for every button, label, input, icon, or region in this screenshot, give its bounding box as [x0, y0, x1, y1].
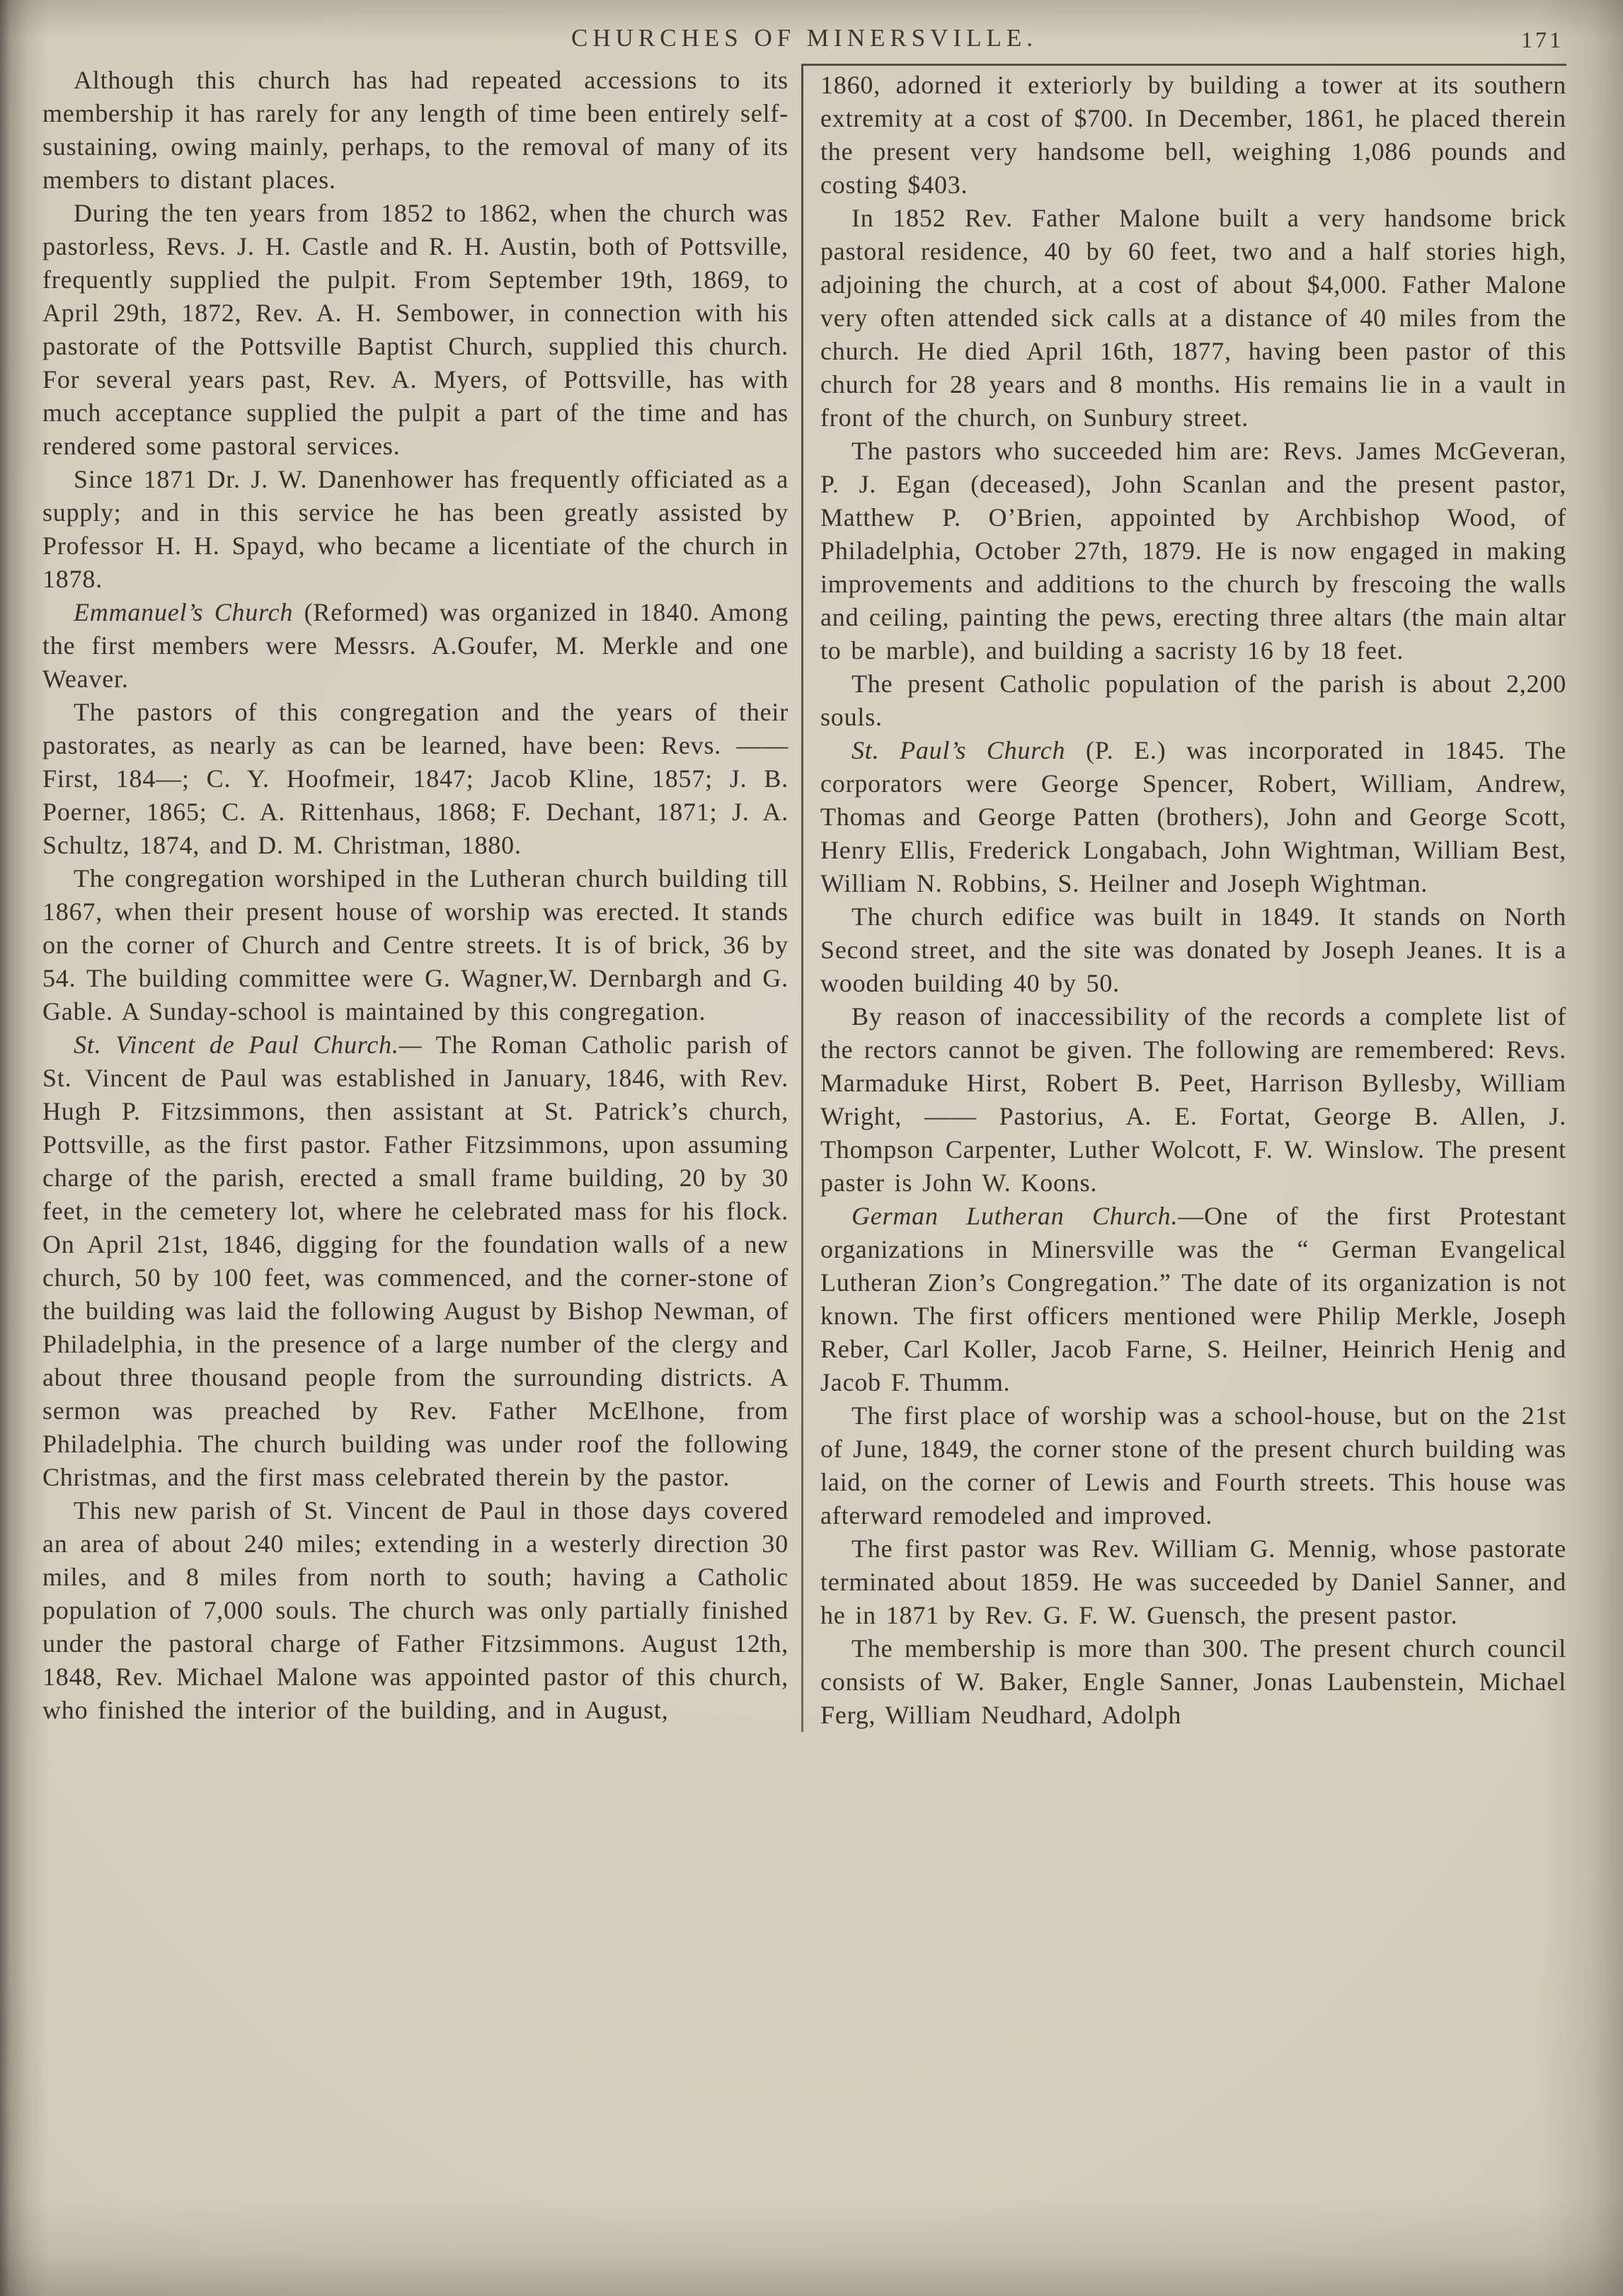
paragraph — [42, 1028, 788, 1494]
paragraph — [820, 900, 1566, 1000]
column-right — [803, 64, 1566, 1732]
page-title: CHURCHES OF MINERSVILLE. — [570, 24, 1038, 52]
paragraph — [42, 197, 788, 463]
paragraph — [820, 69, 1566, 202]
paragraph — [42, 596, 788, 696]
paragraph-text: (P. E.) was incorporated in 1845. The corporators were George Spencer, Robert, William, Andrew, Thomas and George Patten (brothers), John and George Scott, Henry Ellis, Frederick Longabach, John Wightman, William Best, William N. Robbins, S. Heilner and Joseph Wightman. — [820, 736, 1566, 897]
paragraph-text: The Roman Catholic parish of St. Vincent de Paul was established in January, 1846, with Rev. Hugh P. Fitzsimmons, then assistant at St. Patrick’s church, Pottsville, as the first pastor. Father Fitzsimmons, upon assuming charge of the parish, erected a small frame building, 20 by 30 feet, in the cemetery lot, where he celebrated mass for his flock. On April 21st, 1846, digging for the foundation walls of a new church, 50 by 100 feet, was commenced, and the corner-stone of the building was laid the following August by Bishop Newman, of Philadelphia, in the presence of a large number of the clergy and about three thousand people from the surrounding districts. A sermon was preached by Rev. Father McElhone, from Philadelphia. The church building was under roof the following Christmas, and the first mass celebrated therein by the pastor. — [42, 1031, 789, 1491]
paragraph-text: Although this church has had repeated accessions to its membership it has rarely for any length of time been entirely self-sustaining, owing mainly, perhaps, to the removal of many of its members to distant places. — [42, 66, 788, 194]
paragraph-text: In 1852 Rev. Father Malone built a very handsome brick pastoral residence, 40 by 60 feet, two and a half stories high, adjoining the church, at a cost of about $4,000. Father Malone very often attended sick calls at a distance of 40 miles from the church. He died April 16th, 1877, having been pastor of this church for 28 years and 8 months. His remains lie in a vault in front of the church, on Sunbury street. — [820, 204, 1566, 432]
paragraph-text: (Reformed) was organized in 1840. Among the first members were Messrs. A.Goufer, M. Merkle and one Weaver. — [42, 598, 789, 693]
paragraph-text: This new parish of St. Vincent de Paul in those days covered an area of about 240 miles; extending in a westerly direction 30 miles, and 8 miles from north to south; having a Catholic population of 7,000 souls. The church was only partially finished under the pastoral charge of Father Fitzsimmons. August 12th, 1848, Rev. Michael Malone was appointed pastor of this church, who finished the interior of the building, and in August, — [42, 1496, 788, 1724]
paragraph-text: The membership is more than 300. The present church council consists of W. Baker, Engle Sanner, Jonas Laubenstein, Michael Ferg, William Neudhard, Adolph — [820, 1634, 1566, 1729]
paragraph — [42, 862, 788, 1028]
paragraph — [820, 1399, 1566, 1532]
running-head — [42, 18, 1566, 55]
paragraph-text: By reason of inaccessibility of the records a complete list of the rectors cannot be given. The following are remembered: Revs. Marmaduke Hirst, Robert B. Peet, Harrison Byllesby, William Wright, —— Pastorius, A. E. Fortat, George B. Allen, J. Thompson Carpenter, Luther Wolcott, F. W. Winslow. The present paster is John W. Koons. — [820, 1002, 1566, 1197]
paragraph-text: The congregation worshiped in the Lutheran church building till 1867, when their present house of worship was erected. It stands on the corner of Church and Centre streets. It is of brick, 36 by 54. The building committee were G. Wagner,W. Dernbargh and G. Gable. A Sunday-school is maintained by this congregation. — [42, 864, 788, 1026]
text-columns — [42, 64, 1566, 1732]
paragraph — [820, 734, 1566, 900]
paragraph-text: The pastors who succeeded him are: Revs. James McGeveran, P. J. Egan (deceased), John Scanlan and the present pastor, Matthew P. O’Brien, appointed by Archbishop Wood, of Philadelphia, October 27th, 1879. He is now engaged in making improvements and additions to the church by frescoing the walls and ceiling, painting the pews, erecting three altars (the main altar to be marble), and building a sacristy 16 by 18 feet. — [820, 437, 1566, 665]
paragraph-lead-italic: St. Paul’s Church — [851, 736, 1066, 764]
paragraph — [820, 667, 1566, 734]
paragraph — [820, 202, 1566, 435]
paragraph-text: Since 1871 Dr. J. W. Danenhower has frequently officiated as a supply; and in this service he has been greatly assisted by Professor H. H. Spayd, who became a licentiate of the church in 1878. — [42, 465, 788, 593]
paragraph — [820, 1200, 1566, 1399]
paragraph-text: 1860, adorned it exteriorly by building a tower at its southern extremity at a cost of $700. In December, 1861, he placed therein the present very handsome bell, weighing 1,086 pounds and costing $403. — [820, 71, 1566, 199]
paragraph-text: The present Catholic population of the parish is about 2,200 souls. — [820, 670, 1566, 731]
paragraph-text: The church edifice was built in 1849. It stands on North Second street, and the site was donated by Joseph Jeanes. It is a wooden building 40 by 50. — [820, 902, 1566, 997]
paragraph-lead-italic: St. Vincent de Paul Church.— — [74, 1031, 423, 1059]
paragraph — [42, 696, 788, 862]
paragraph-text: The pastors of this congregation and the years of their pastorates, as nearly as can be learned, have been: Revs. —— First, 184—; C. Y. Hoofmeir, 1847; Jacob Kline, 1857; J. B. Poerner, 1865; C. A. Rittenhaus, 1868; F. Dechant, 1871; J. A. Schultz, 1874, and D. M. Christman, 1880. — [42, 698, 788, 859]
paragraph — [820, 1000, 1566, 1200]
paragraph — [820, 1632, 1566, 1732]
paragraph — [820, 1532, 1566, 1632]
paragraph-lead-italic: German Lutheran Church. — [851, 1202, 1178, 1230]
paragraph — [820, 435, 1566, 667]
paragraph — [42, 1494, 788, 1727]
paragraph-text: —One of the first Protestant organizations in Minersville was the “ German Evangelical Lutheran Zion’s Congregation.” The date of its organization is not known. The first officers mentioned were Philip Merkle, Joseph Reber, Carl Koller, Jacob Farne, S. Heilner, Heinrich Henig and Jacob F. Thumm. — [820, 1202, 1566, 1396]
paragraph-text: The first pastor was Rev. William G. Mennig, whose pastorate terminated about 1859. He was succeeded by Daniel Sanner, and he in 1871 by Rev. G. F. W. Guensch, the present pastor. — [820, 1534, 1566, 1629]
paragraph — [42, 463, 788, 596]
paragraph-text: The first place of worship was a school-house, but on the 21st of June, 1849, the corner stone of the present church building was laid, on the corner of Lewis and Fourth streets. This house was afterward remodeled and improved. — [820, 1401, 1566, 1529]
page-number: 171 — [1521, 27, 1564, 52]
paragraph-lead-italic: Emmanuel’s Church — [74, 598, 294, 626]
paragraph — [42, 64, 788, 197]
paragraph-text: During the ten years from 1852 to 1862, when the church was pastorless, Revs. J. H. Castle and R. H. Austin, both of Pottsville, frequently supplied the pulpit. From September 19th, 1869, to April 29th, 1872, Rev. A. H. Sembower, in connection with his pastorate of the Pottsville Baptist Church, supplied this church. For several years past, Rev. A. Myers, of Pottsville, has with much acceptance supplied the pulpit a part of the time and has rendered some pastoral services. — [42, 199, 788, 460]
column-left — [42, 64, 801, 1732]
